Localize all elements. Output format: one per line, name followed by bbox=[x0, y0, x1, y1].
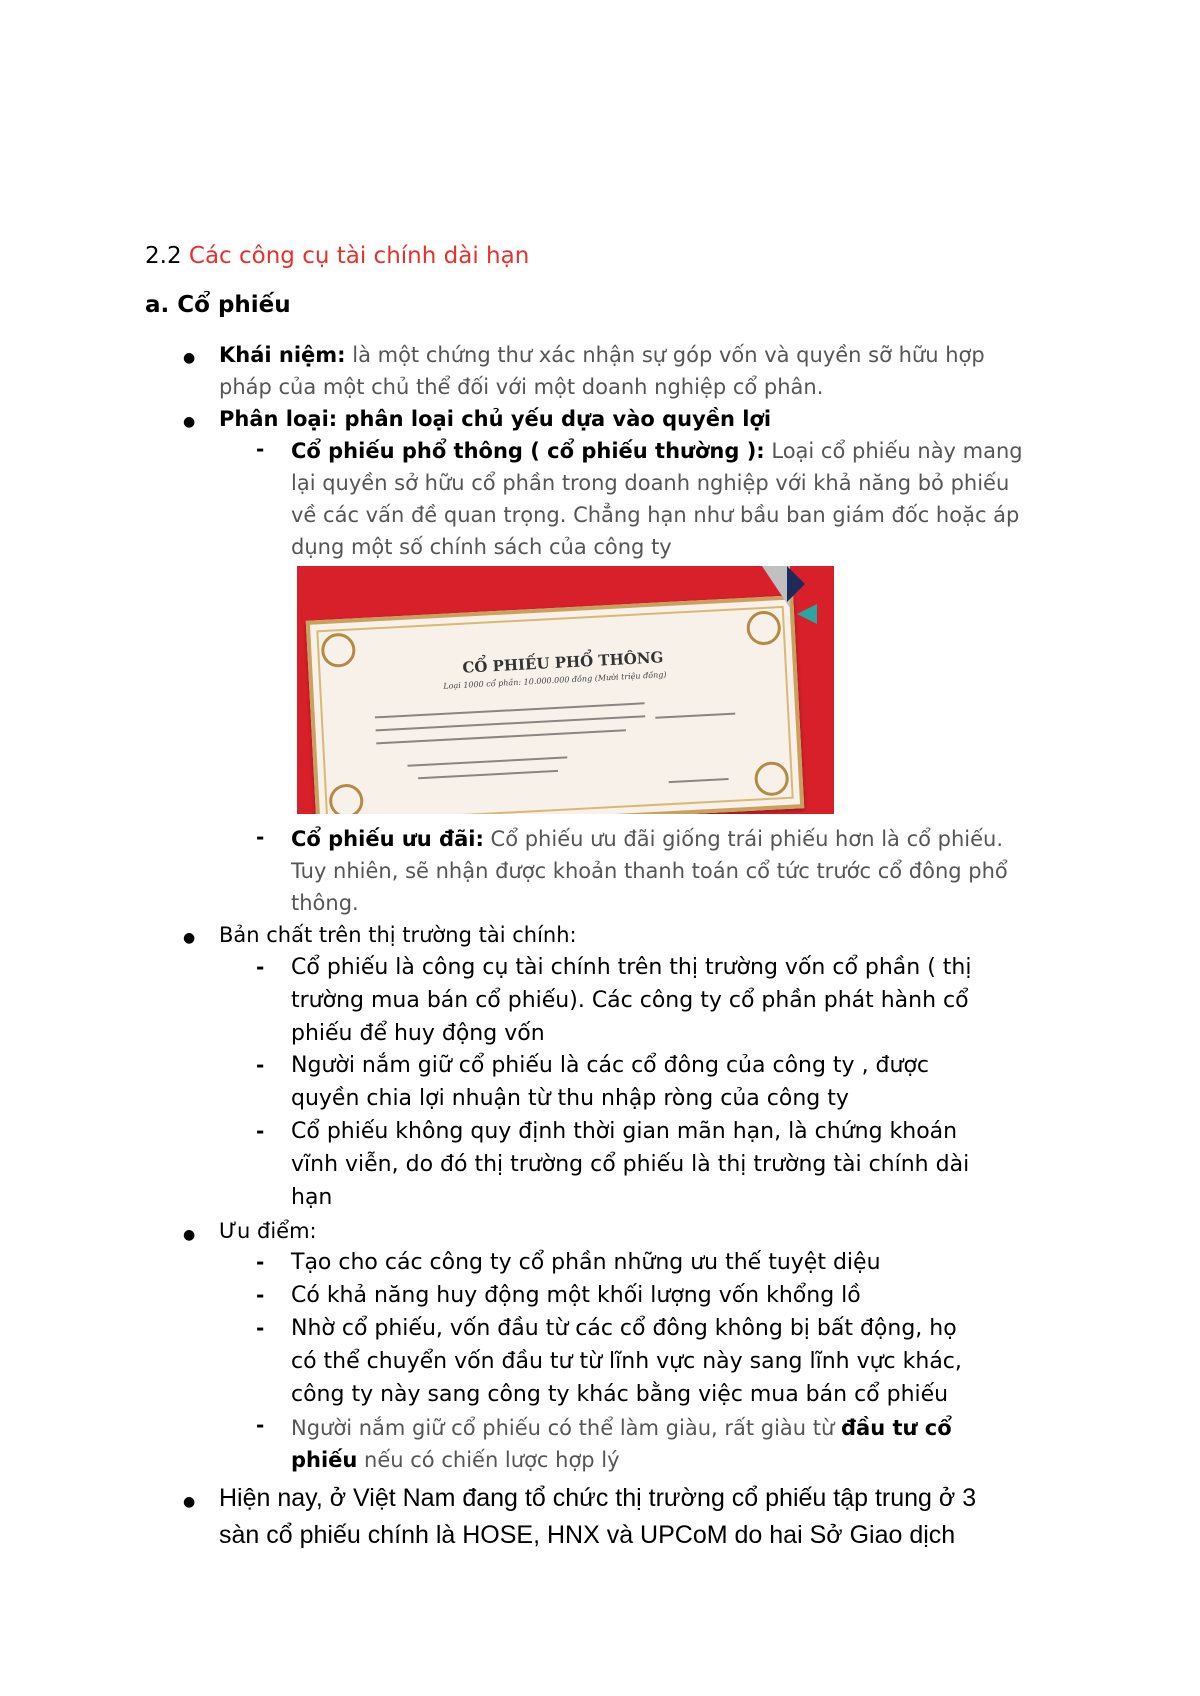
pho-thong-line1 bbox=[291, 439, 1023, 463]
certificate-paper bbox=[306, 595, 804, 814]
ornament-icon bbox=[328, 783, 364, 814]
flag-icon bbox=[787, 566, 805, 602]
pho-thong-label: Cổ phiếu phổ thông ( cổ phiếu thường ): bbox=[291, 439, 765, 463]
ornament-icon bbox=[754, 761, 790, 797]
uu-dai-line2: Tuy nhiên, sẽ nhận được khoản thanh toán cổ tức trước cổ đông phổ bbox=[291, 859, 1008, 883]
dash-icon: - bbox=[256, 1119, 265, 1143]
dash-icon: - bbox=[256, 437, 265, 461]
uu-diem-item4-bold2: phiếu bbox=[291, 1448, 358, 1472]
uu-diem-item3-line1: Nhờ cổ phiếu, vốn đầu từ các cổ đông không bị bất động, họ bbox=[291, 1316, 957, 1341]
text-line bbox=[375, 702, 645, 718]
flag-icon bbox=[797, 604, 817, 624]
dash-icon: - bbox=[256, 1316, 265, 1340]
khai-niem-text: là một chứng thư xác nhận sự góp vốn và quyền sỡ hữu hợp bbox=[345, 343, 985, 367]
uu-diem-item2: Có khả năng huy động một khối lượng vốn khổng lồ bbox=[291, 1283, 861, 1308]
section-title: Các công cụ tài chính dài hạn bbox=[188, 243, 530, 269]
dash-icon: - bbox=[256, 1413, 265, 1437]
uu-diem-item4-text: Người nắm giữ cổ phiếu có thể làm giàu, rất giàu từ bbox=[291, 1416, 841, 1440]
ban-chat-item3-line2: vĩnh viễn, do đó thị trường cổ phiếu là thị trường tài chính dài bbox=[291, 1152, 970, 1177]
section-number: 2.2 bbox=[145, 243, 182, 269]
uu-diem-item4-line2 bbox=[291, 1448, 620, 1472]
section-heading bbox=[145, 243, 529, 269]
certificate-subtitle: Loại 1000 cổ phần: 10.000.000 đồng (Mười triệu đồng) bbox=[443, 670, 667, 691]
ban-chat-item3-line1: Cổ phiếu không quy định thời gian mãn hạn, là chứng khoán bbox=[291, 1119, 958, 1144]
certificate-title: CỔ PHIẾU PHỔ THÔNG bbox=[461, 648, 664, 677]
uu-dai-line1 bbox=[291, 827, 1003, 851]
hien-nay-line1: Hiện nay, ở Việt Nam đang tổ chức thị trường cổ phiếu tập trung ở 3 bbox=[219, 1484, 977, 1512]
dash-icon: - bbox=[256, 825, 265, 849]
khai-niem-label: Khái niệm: bbox=[219, 343, 346, 367]
ban-chat-item1-line3: phiếu để huy động vốn bbox=[291, 1021, 545, 1046]
ban-chat-item2-line1: Người nắm giữ cổ phiếu là các cổ đông của công ty , được bbox=[291, 1053, 930, 1078]
bullet-icon: ● bbox=[183, 1227, 196, 1243]
khai-niem-line2: pháp của một chủ thể đối với một doanh nghiệp cổ phân. bbox=[219, 375, 824, 399]
text-line bbox=[407, 756, 567, 766]
pho-thong-line3: về các vấn đề quan trọng. Chẳng hạn như bầu ban giám đốc hoặc áp bbox=[291, 503, 1020, 527]
flag-icon bbox=[762, 566, 790, 608]
bullet-icon: ● bbox=[183, 350, 196, 366]
pho-thong-text: Loại cổ phiếu này mang bbox=[764, 439, 1023, 463]
uu-diem-item4-bold: đầu tư cổ bbox=[841, 1416, 952, 1440]
uu-diem-item4-text2: nếu có chiến lược hợp lý bbox=[357, 1448, 620, 1472]
phan-loai-text: Phân loại: phân loại chủ yếu dựa vào quyền lợi bbox=[219, 407, 772, 431]
text-line bbox=[418, 770, 558, 779]
hien-nay-line2: sàn cổ phiếu chính là HOSE, HNX và UPCoM do hai Sở Giao dịch bbox=[219, 1521, 956, 1549]
bullet-icon: ● bbox=[183, 414, 196, 430]
text-line bbox=[376, 729, 626, 744]
bullet-icon: ● bbox=[183, 930, 196, 946]
text-line bbox=[669, 778, 729, 783]
ban-chat-item1-line1: Cổ phiếu là công cụ tài chính trên thị trường vốn cổ phần ( thị bbox=[291, 955, 972, 980]
ban-chat-item2-line2: quyền chia lợi nhuận từ thu nhập ròng của công ty bbox=[291, 1086, 849, 1111]
uu-diem-item3-line2: có thể chuyển vốn đầu tư từ lĩnh vực này sang lĩnh vực khác, bbox=[291, 1349, 962, 1374]
uu-diem-text: Ưu điểm: bbox=[219, 1219, 317, 1243]
uu-dai-line3: thông. bbox=[291, 891, 359, 915]
ornament-icon bbox=[746, 610, 782, 646]
uu-dai-text: Cổ phiếu ưu đãi giống trái phiếu hơn là cổ phiếu. bbox=[483, 827, 1004, 851]
khai-niem-line1 bbox=[219, 343, 985, 367]
text-line bbox=[376, 715, 646, 731]
dash-icon: - bbox=[256, 1250, 265, 1274]
dash-icon: - bbox=[256, 1053, 265, 1077]
uu-diem-item1: Tạo cho các công ty cổ phần những ưu thế tuyệt diệu bbox=[291, 1250, 881, 1275]
stock-certificate-image bbox=[297, 566, 834, 814]
ban-chat-item3-line3: hạn bbox=[291, 1185, 333, 1210]
ornament-icon bbox=[320, 632, 356, 668]
text-line bbox=[655, 713, 735, 719]
uu-diem-item4-line1 bbox=[291, 1416, 952, 1440]
bullet-icon: ● bbox=[183, 1494, 196, 1510]
dash-icon: - bbox=[256, 1283, 265, 1307]
dash-icon: - bbox=[256, 955, 265, 979]
subsection-title: a. Cổ phiếu bbox=[145, 292, 291, 318]
ban-chat-text: Bản chất trên thị trường tài chính: bbox=[219, 923, 577, 947]
uu-diem-item3-line3: công ty này sang công ty khác bằng việc mua bán cổ phiếu bbox=[291, 1382, 949, 1407]
pho-thong-line4: dụng một số chính sách của công ty bbox=[291, 535, 672, 559]
uu-dai-label: Cổ phiếu ưu đãi: bbox=[291, 827, 484, 851]
ban-chat-item1-line2: trường mua bán cổ phiếu). Các công ty cổ phần phát hành cổ bbox=[291, 988, 969, 1013]
pho-thong-line2: lại quyền sở hữu cổ phần trong doanh nghiệp với khả năng bỏ phiếu bbox=[291, 471, 1010, 495]
